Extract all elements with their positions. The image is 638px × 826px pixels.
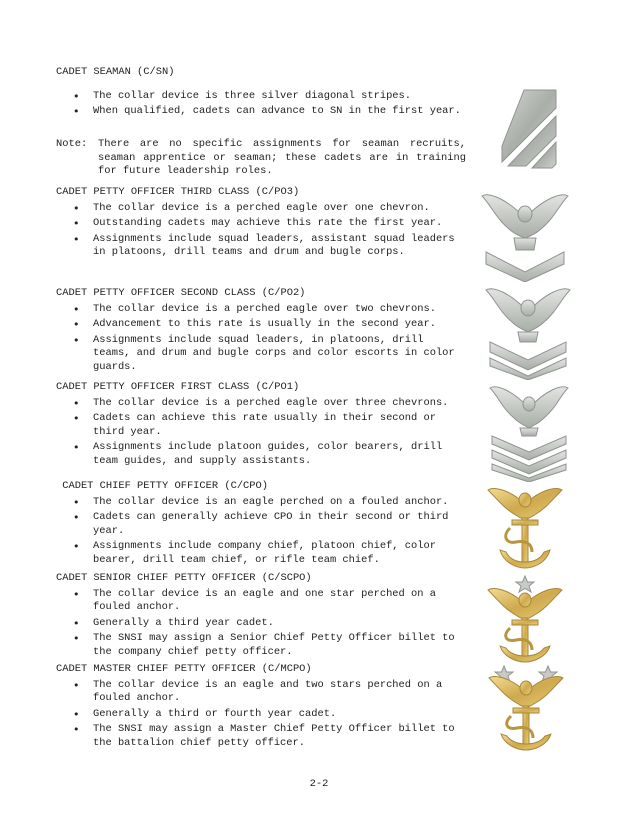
section-title: CADET MASTER CHIEF PETTY OFFICER (C/MCPO)	[56, 663, 312, 675]
section-title: CADET PETTY OFFICER FIRST CLASS (C/PO1)	[56, 381, 300, 393]
note-block	[56, 138, 466, 179]
section-title: CADET CHIEF PETTY OFFICER (C/CPO)	[56, 480, 269, 492]
eagle-anchor-icon	[482, 482, 568, 572]
section-title: CADET PETTY OFFICER THIRD CLASS (C/PO3)	[56, 186, 300, 198]
section-title: CADET SENIOR CHIEF PETTY OFFICER (C/SCPO)	[56, 572, 312, 584]
section-cadet-seaman	[56, 66, 464, 121]
section-mcpo	[56, 663, 464, 753]
bullet-item: • Generally a third or fourth year cadet.	[56, 708, 464, 722]
section-po3	[56, 186, 464, 262]
note-label: Note:	[56, 138, 88, 150]
eagle-anchor-one-star-icon	[482, 574, 568, 664]
bullet-item: • The collar device is a perched eagle over two chevrons.	[56, 303, 464, 317]
bullet-item: • Assignments include company chief, platoon chief, color bearer, drill team chief, or rifle team chief.	[56, 540, 464, 567]
bullet-item: • The collar device is three silver diagonal stripes.	[56, 90, 464, 104]
eagle-anchor-two-stars-icon	[482, 662, 570, 752]
bullet-item: • Outstanding cadets may achieve this rate the first year.	[56, 217, 464, 231]
bullet-item: • Cadets can achieve this rate usually in their second or third year.	[56, 412, 464, 439]
bullet-item: • The collar device is an eagle and two stars perched on a fouled anchor.	[56, 679, 464, 706]
bullet-item: • When qualified, cadets can advance to SN in the first year.	[56, 105, 464, 119]
bullet-item: • Assignments include platoon guides, color bearers, drill team guides, and supply assistants.	[56, 441, 464, 468]
bullet-item: • Cadets can generally achieve CPO in their second or third year.	[56, 511, 464, 538]
section-po1	[56, 381, 464, 471]
seaman-stripes-icon	[494, 86, 566, 172]
section-cpo	[56, 480, 464, 570]
bullet-item: • The collar device is an eagle and one star perched on a fouled anchor.	[56, 588, 464, 615]
bullet-item: • Assignments include squad leaders, in platoons, drill teams, and drum and bugle corps and color escorts in color guards.	[56, 334, 464, 375]
bullet-item: • The SNSI may assign a Master Chief Petty Officer billet to the battalion chief petty officer.	[56, 723, 464, 750]
section-title: CADET SEAMAN (C/SN)	[56, 66, 175, 78]
section-po2	[56, 287, 464, 377]
section-title: CADET PETTY OFFICER SECOND CLASS (C/PO2)	[56, 287, 306, 299]
bullet-item: • The collar device is an eagle perched on a fouled anchor.	[56, 496, 464, 510]
bullet-item: • The SNSI may assign a Senior Chief Petty Officer billet to the company chief petty officer.	[56, 632, 464, 659]
eagle-two-chevrons-icon	[482, 284, 574, 380]
eagle-three-chevrons-icon	[486, 382, 572, 482]
note-text: There are no specific assignments for seaman recruits, seaman apprentice or seaman; these cadets are in training for future leadership roles.	[98, 138, 466, 178]
bullet-item: • Advancement to this rate is usually in the second year.	[56, 318, 464, 332]
page-number: 2-2	[309, 778, 329, 790]
bullet-item: • Generally a third year cadet.	[56, 617, 464, 631]
bullet-item: • Assignments include squad leaders, assistant squad leaders in platoons, drill teams and drum and bugle corps.	[56, 233, 464, 260]
bullet-item: • The collar device is a perched eagle over three chevrons.	[56, 397, 464, 411]
section-scpo	[56, 572, 464, 662]
bullet-item: • The collar device is a perched eagle over one chevron.	[56, 202, 464, 216]
eagle-one-chevron-icon	[476, 188, 574, 282]
